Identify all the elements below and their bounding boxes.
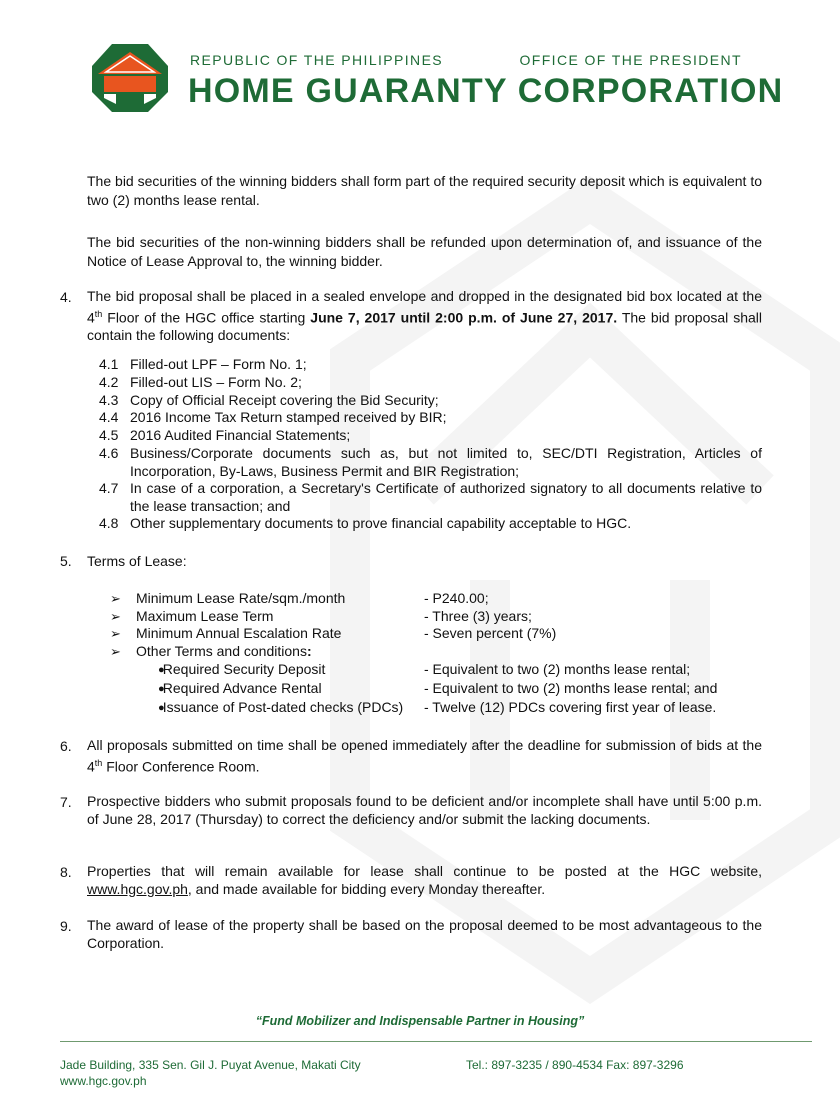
terms-of-lease-title: Terms of Lease: — [87, 553, 187, 569]
item-4-text: The bid proposal shall be placed in a sealed envelope and dropped in the designated bid box located at the 4th Floor of the HGC office starting June 7, 2017 until 2:00 p.m. of June 27, 2017. The bid proposal shall contain the following documents: — [87, 288, 763, 343]
footer-website: www.hgc.gov.ph — [60, 1074, 147, 1088]
header-subtitle-row — [190, 52, 742, 68]
bullet-icon: ● — [158, 702, 165, 714]
hgc-house-logo-icon — [90, 42, 170, 114]
item-9-number: 9. — [60, 918, 72, 934]
item-6-text: All proposals submitted on time shall be opened immediately after the deadline for submission of bids at the 4th Floor Conference Room. — [87, 737, 762, 775]
arrow-bullet-icon: ➢ — [110, 644, 121, 659]
bid-period-dates: June 7, 2017 until 2:00 p.m. of June 27, 2017. — [310, 309, 618, 326]
item-5-number: 5. — [60, 553, 72, 569]
bullet-icon: ● — [158, 683, 165, 695]
republic-label: REPUBLIC OF THE PHILIPPINES — [190, 52, 444, 68]
bullet-icon: ● — [158, 664, 165, 676]
item-6-number: 6. — [60, 738, 72, 754]
item-7-text: Prospective bidders who submit proposals found to be deficient and/or incomplete shall have until 5:00 p.m. of June 28, 2017 (Thursday) to correct the deficiency and/or submit the lacking documents. — [87, 793, 762, 827]
footer-address: Jade Building, 335 Sen. Gil J. Puyat Avenue, Makati City — [60, 1058, 361, 1072]
office-label: OFFICE OF THE PRESIDENT — [519, 52, 742, 68]
footer-divider — [60, 1041, 812, 1042]
organization-title: HOME GUARANTY CORPORATION — [188, 72, 784, 110]
footer-phone-fax: Tel.: 897-3235 / 890-4534 Fax: 897-3296 — [466, 1058, 684, 1072]
item-9-text: The award of lease of the property shall be based on the proposal deemed to be most advantageous to the Corporation. — [87, 917, 762, 951]
arrow-bullet-icon: ➢ — [110, 609, 121, 624]
arrow-bullet-icon: ➢ — [110, 591, 121, 606]
item-7-number: 7. — [60, 794, 72, 810]
arrow-bullet-icon: ➢ — [110, 626, 121, 641]
footer-motto: “Fund Mobilizer and Indispensable Partner in Housing” — [255, 1014, 585, 1028]
item-4-number: 4. — [60, 289, 72, 305]
hgc-website-link[interactable]: www.hgc.gov.ph — [87, 880, 188, 897]
item-8-number: 8. — [60, 864, 72, 880]
paragraph-bid-security-refund: The bid securities of the non-winning bidders shall be refunded upon determination of, and issuance of the Notice of Lease Approval to, the winning bidder. — [87, 234, 762, 269]
document-page: REPUBLIC OF THE PHILIPPINES OFFICE OF THE PRESIDENT HOME GUARANTY CORPORATION The bid securities of the winning bidders shall form part of the required security deposit which is equivalent to two (2) months lease rental. The bid securities of the non-winning bidders shall be refunded upon determination of, and issuance of the Notice of Lease Approval to, the winning bidder. 4. The bid proposal shall be placed in a sealed envelope and dropped in the designated bid box located at the 4th Floor of the HGC office starting June 7, 2017 until 2:00 p.m. of June 27, 2017. The bid proposal shall contain the following documents: 4.1 Filled-out LPF – Form No. 1; 4.2 Filled-out LIS – Form No. 2; 4.3 Copy of Official Receipt covering the Bid Security; 4.4 2016 Income Tax Return stamped received by BIR; 4.5 2016 Audited Financial Statements; 4.6 Business/Corporate documents such as, but not limited to, SEC/DTI Registration, Articles of Incorporation, By-Laws, Business Permit and BIR Registration; 4.7 In case of a corporation, a Secretary's Certificate of authorized signatory to all documents relative to the lease transaction; and 4.8 Other supplementary documents to prove financial capability acceptable to HGC. 5. Terms of Lease: ➢ Minimum Lease Rate/sqm./month - P240.00; ➢ Maximum Lease Term - Three (3) years; ➢ Minimum Annual Escalation Rate - Seven percent (7%) ➢ Other Terms and conditions: ● Required Security Deposit - Equivalent to two (2) months lease rental; ● Required Advance Rental - Equivalent to two (2) months lease rental; and ● Issuance of Post-dated checks (PDCs) - Twelve (12) PDCs covering first year of lease. 6. All proposals submitted on time shall be opened immediately after the deadline for submission of bids at the 4th Floor Conference Room. 7. Prospective bidders who submit proposals found to be deficient and/or incomplete shall have until 5:00 p.m. of June 28, 2017 (Thursday) to correct the deficiency and/or submit the lacking documents. 8. Properties that will remain available for lease shall continue to be posted at the HGC website, www.hgc.gov.ph, and made available for bidding every Monday thereafter. 9. The award of lease of the property shall be based on the proposal deemed to be most advantageous to the Corporation. “Fund Mobilizer and Indispensable Partner in Housing” Jade Building, 335 Sen. Gil J. Puyat Avenue, Makati City www.hgc.gov.ph Tel.: 897-3235 / 890-4534 Fax: 897-3296 — [0, 0, 840, 1116]
item-8-text: Properties that will remain available for lease shall continue to be posted at the HGC website, www.hgc.gov.ph, and made available for bidding every Monday thereafter. — [87, 863, 762, 897]
paragraph-bid-security-winning: The bid securities of the winning bidders shall form part of the required security deposit which is equivalent to two (2) months lease rental. — [87, 173, 762, 208]
